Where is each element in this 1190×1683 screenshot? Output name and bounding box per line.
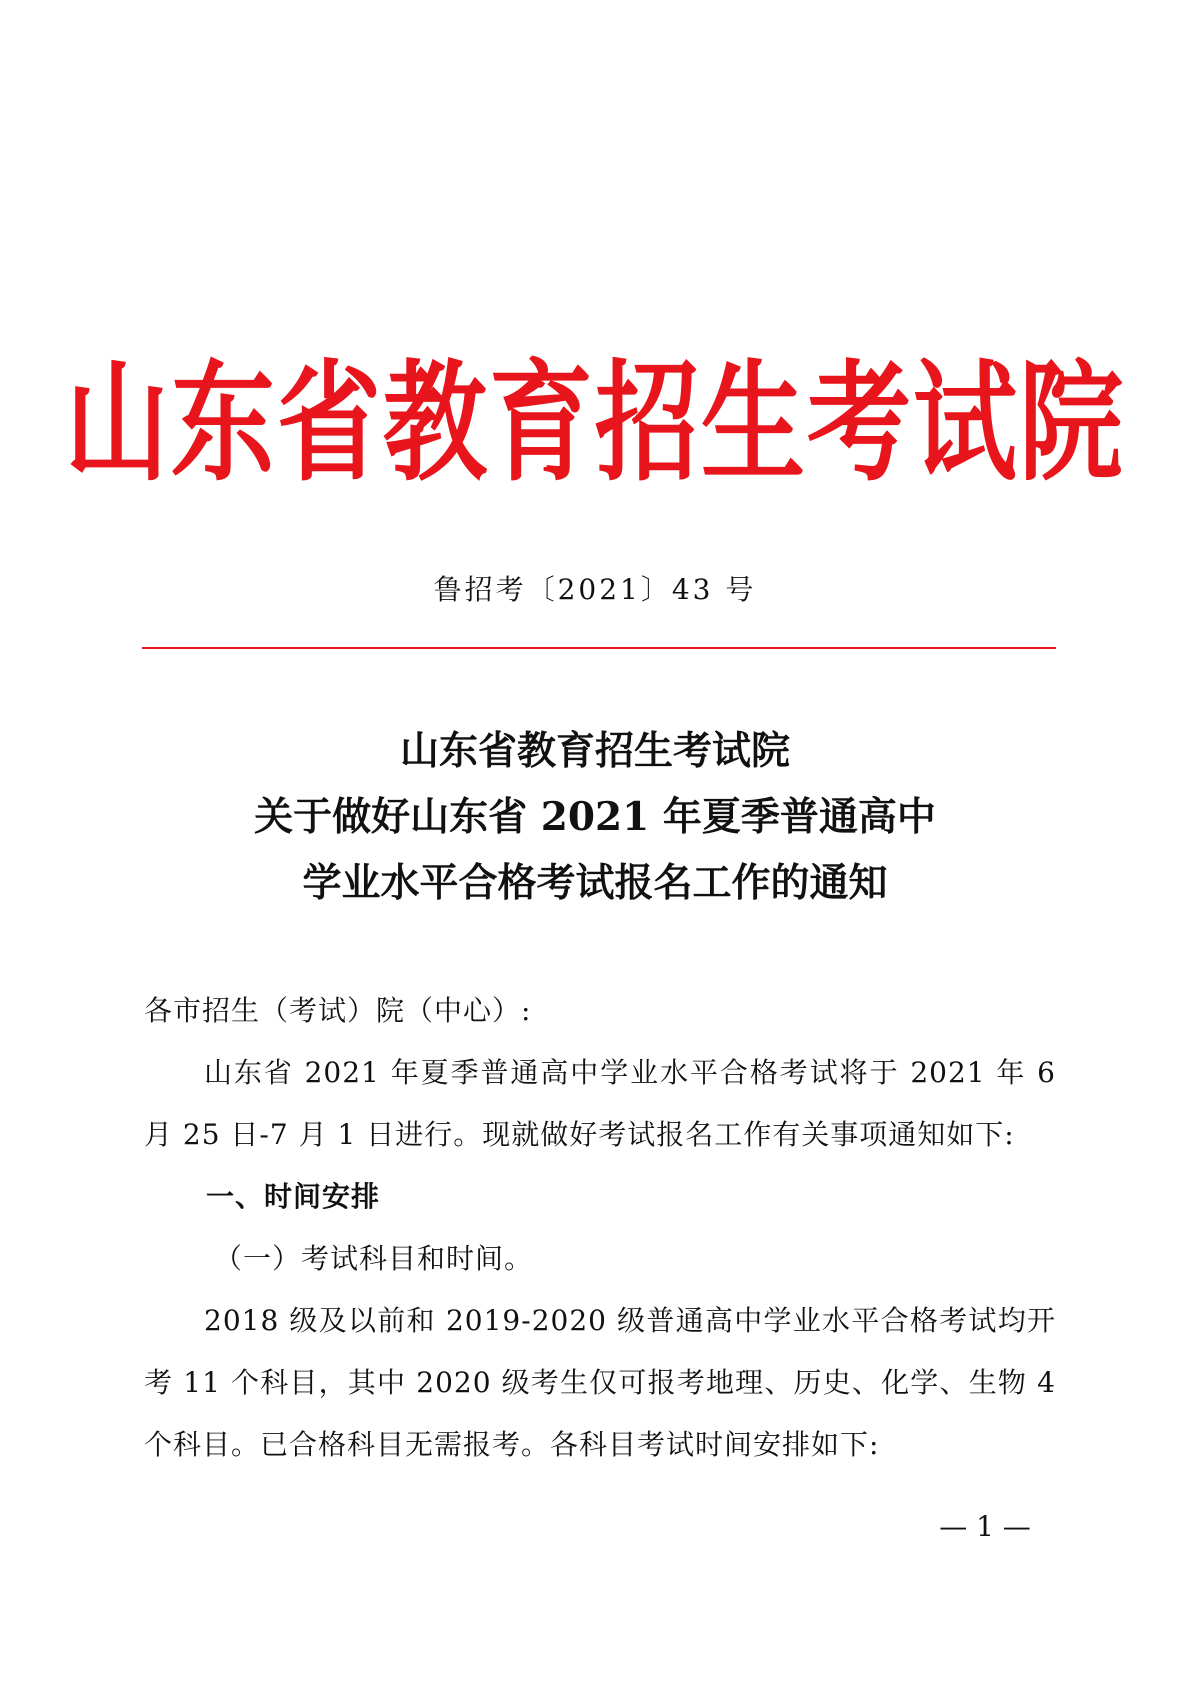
title-line-3: 学业水平合格考试报名工作的通知 — [302, 860, 888, 906]
section-heading-time-arrangement: 一、时间安排 — [206, 1180, 381, 1213]
intro-paragraph: 山东省 2021 年夏季普通高中学业水平合格考试将于 2021 年 6 月 25 日-7 月 1 日进行。现就做好考试报名工作有关事项通知如下: — [144, 1056, 1056, 1151]
document-title — [0, 718, 1190, 916]
exam-subjects-paragraph: 2018 级及以前和 2019-2020 级普通高中学业水平合格考试均开考 11 个科目，其中 2020 级考生仅可报考地理、历史、化学、生物 4 个科目。已合格科目无需报考。各科目考试时间安排如下: — [144, 1304, 1056, 1461]
title-line-1: 山东省教育招生考试院 — [399, 728, 790, 774]
page-number: — 1 — — [939, 1510, 1031, 1543]
subsection-exam-subjects-time: （一）考试科目和时间。 — [214, 1242, 534, 1275]
red-divider-line — [142, 647, 1056, 649]
letterhead-issuer: 山东省教育招生考试院 — [64, 346, 1125, 500]
document-body — [144, 980, 1056, 1476]
document-number: 鲁招考〔2021〕43 号 — [433, 573, 757, 606]
salutation: 各市招生（考试）院（中心）: — [144, 994, 532, 1027]
title-line-2: 关于做好山东省 2021 年夏季普通高中 — [254, 794, 936, 840]
